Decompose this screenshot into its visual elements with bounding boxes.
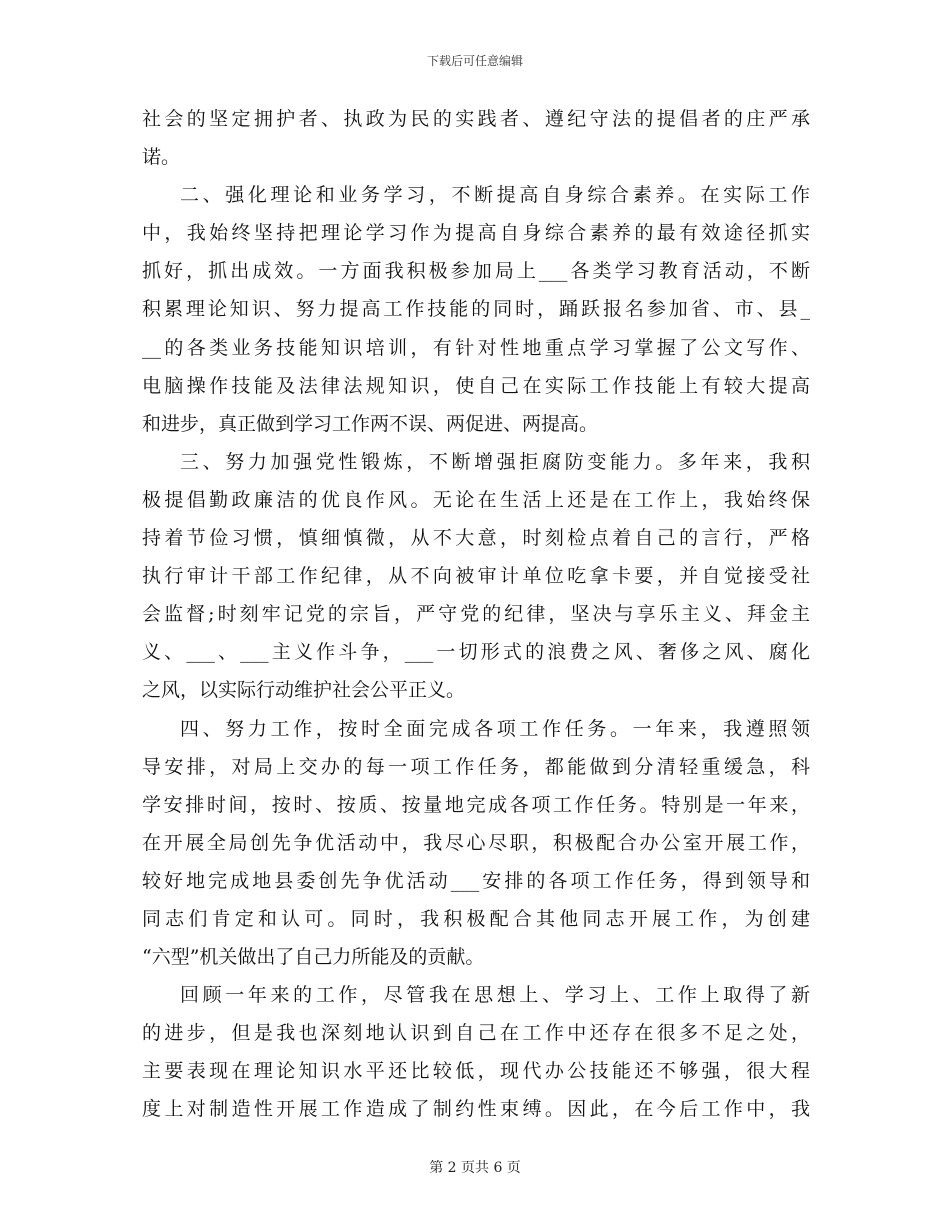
paragraph-start-line: 四、努力工作，按时全面完成各项工作任务。一年来，我遵照领: [180, 717, 810, 740]
text-line: 极提倡勤政廉洁的优良作风。无论在生活上还是在工作上，我始终保: [142, 488, 810, 511]
text-line: 学安排时间，按时、按质、按量地完成各项工作任务。特别是一年来，: [142, 793, 810, 816]
text-line: 中，我始终坚持把理论学习作为提高自身综合素养的最有效途径抓实: [142, 222, 810, 245]
text-line: 之风，以实际行动维护社会公平正义。: [142, 679, 466, 702]
text-line: 持着节俭习惯，慎细慎微，从不大意，时刻检点着自己的言行，严格: [142, 527, 810, 550]
text-line: 主要表现在理论知识水平还比较低，现代办公技能还不够强，很大程: [142, 1060, 810, 1083]
text-line: __的各类业务技能知识培训，有针对性地重点学习掌握了公文写作、: [142, 336, 810, 359]
text-line: 较好地完成地县委创先争优活动___安排的各项工作任务，得到领导和: [142, 869, 810, 892]
text-line: 执行审计干部工作纪律，从不向被审计单位吃拿卡要，并自觉接受社: [142, 565, 810, 588]
page-header-note: 下载后可任意编辑: [426, 54, 523, 68]
text-line: 诺。: [142, 146, 181, 169]
text-line: 在开展全局创先争优活动中，我尽心尽职，积极配合办公室开展工作，: [142, 831, 810, 854]
text-line: 同志们肯定和认可。同时，我积极配合其他同志开展工作，为创建: [142, 907, 810, 930]
text-line: 电脑操作技能及法律法规知识，使自己在实际工作技能上有较大提高: [142, 374, 810, 397]
text-line: 会监督;时刻牢记党的宗旨，严守党的纪律，坚决与享乐主义、拜金主: [142, 603, 810, 626]
text-line: 导安排，对局上交办的每一项工作任务，都能做到分清轻重缓急，科: [142, 755, 810, 778]
paragraph-start-line: 三、努力加强党性锻炼，不断增强拒腐防变能力。多年来，我积: [180, 450, 810, 473]
text-line: 社会的坚定拥护者、执政为民的实践者、遵纪守法的提倡者的庄严承: [142, 108, 810, 130]
text-line: 抓好，抓出成效。一方面我积极参加局上___各类学习教育活动，不断: [142, 260, 810, 283]
text-line: 的进步，但是我也深刻地认识到自己在工作中还存在很多不足之处，: [142, 1022, 810, 1045]
text-line: 义、___、___主义作斗争，___一切形式的浪费之风、奢侈之风、腐化: [142, 641, 810, 664]
document-body: [142, 100, 810, 1129]
text-line: 度上对制造性开展工作造成了制约性束缚。因此，在今后工作中，我: [142, 1098, 810, 1121]
page-number: 第 2 页共 6 页: [429, 1160, 521, 1176]
text-line: “六型”机关做出了自己力所能及的贡献。: [142, 946, 485, 969]
text-line: 和进步，真正做到学习工作两不误、两促进、两提高。: [142, 412, 599, 435]
paragraph-start-line: 二、强化理论和业务学习，不断提高自身综合素养。在实际工作: [180, 184, 810, 207]
text-line: 积累理论知识、努力提高工作技能的同时，踊跃报名参加省、市、县_: [142, 298, 810, 321]
paragraph-start-line: 回顾一年来的工作，尽管我在思想上、学习上、工作上取得了新: [180, 984, 810, 1007]
